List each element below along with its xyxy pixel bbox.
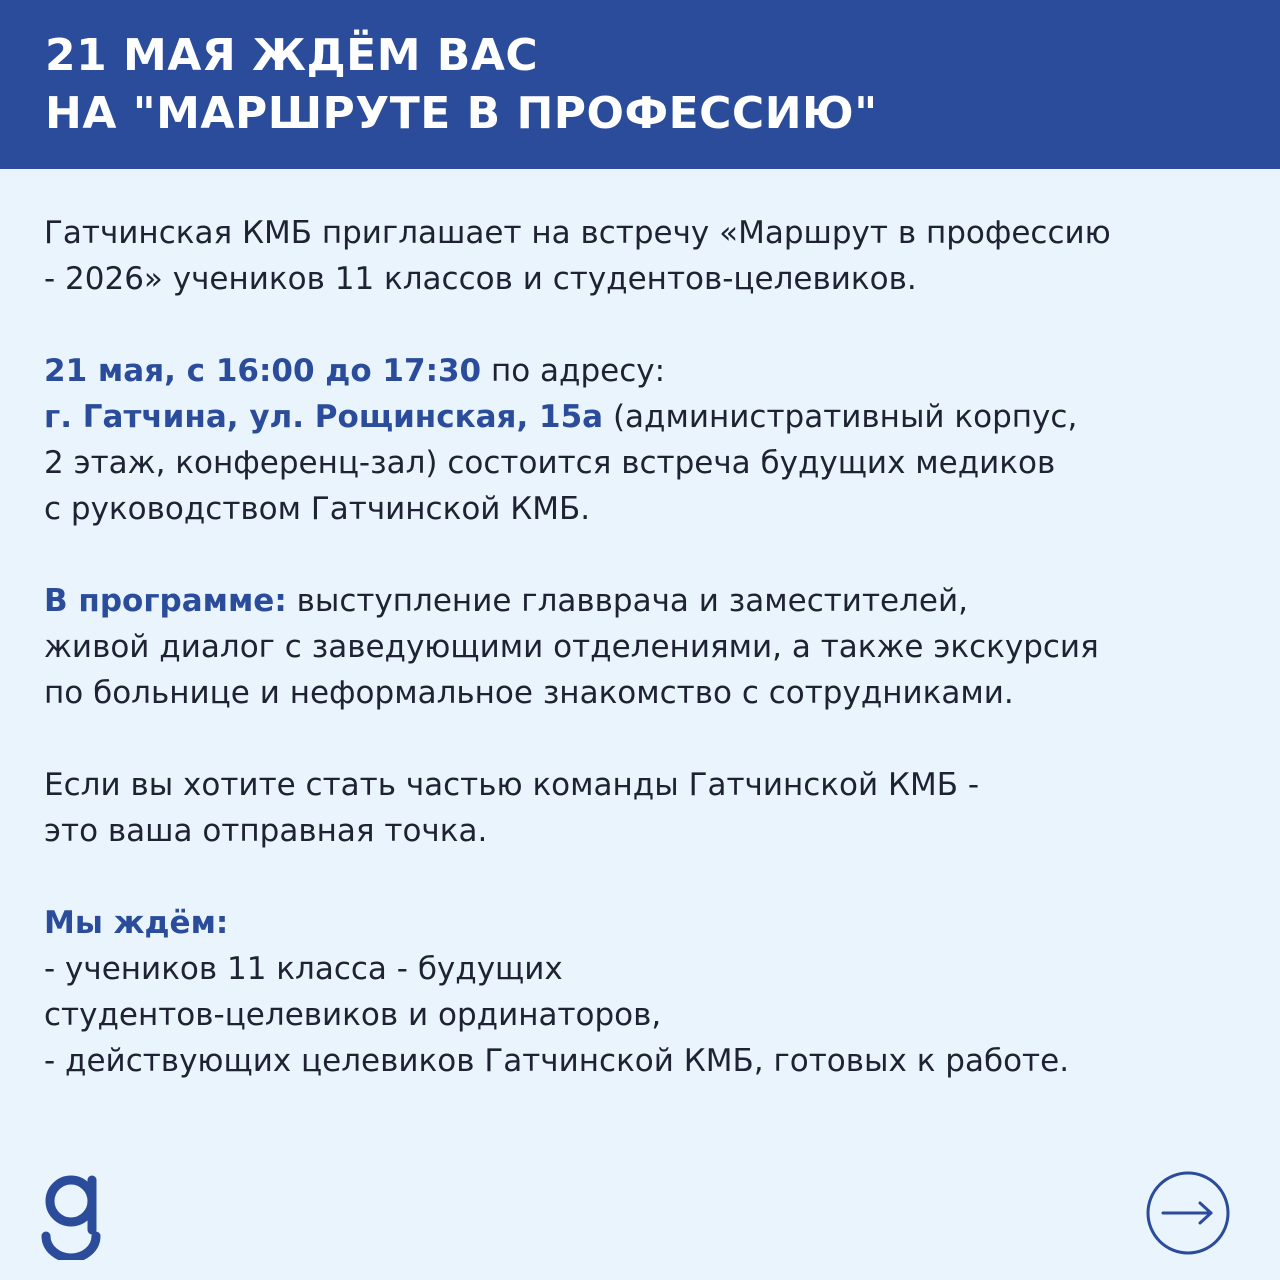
event-date-time: 21 мая, с 16:00 до 17:30 [44,353,482,389]
program-line-1-rest: выступление главврача и заместителей, [286,583,968,619]
title-line-1: 21 МАЯ ЖДЁМ ВАС [45,30,539,81]
team-line-1: Если вы хотите стать частью команды Гатчинской КМБ - [44,767,980,803]
address-suffix: (административный корпус, [603,399,1078,435]
intro-line-1: Гатчинская КМБ приглашает на встречу «Маршрут в профессию [44,215,1111,251]
program-line-2: живой диалог с заведующими отделениями, а также экскурсия [44,629,1099,665]
arrow-right-icon [1163,1203,1211,1223]
waiting-line-3: - действующих целевиков Гатчинской КМБ, готовых к работе. [44,1043,1070,1079]
venue-line-3: 2 этаж, конференц-зал) состоится встреча будущих медиков [44,445,1056,481]
program-line-3: по больнице и неформальное знакомство с сотрудниками. [44,675,1014,711]
address-line [44,394,1244,440]
date-line [44,348,1244,394]
g-logo-icon [40,1170,102,1260]
waiting-line-2: студентов-целевиков и ординаторов, [44,997,662,1033]
waiting-line-1: - учеников 11 класса - будущих [44,951,563,987]
program-line-1 [44,578,1244,624]
date-suffix: по адресу: [481,353,666,389]
event-address: г. Гатчина, ул. Рощинская, 15а [44,399,604,435]
next-slide-button[interactable] [1145,1170,1231,1256]
venue-line-4: с руководством Гатчинской КМБ. [44,491,591,527]
team-line-2: это ваша отправная точка. [44,813,488,849]
title-line-2: НА "МАРШРУТЕ В ПРОФЕССИЮ" [45,88,878,139]
program-label: В программе: [44,583,287,619]
waiting-label: Мы ждём: [44,905,229,941]
header-banner [0,0,1280,169]
body-text [44,210,1244,1084]
intro-line-2: - 2026» учеников 11 классов и студентов-целевиков. [44,261,917,297]
